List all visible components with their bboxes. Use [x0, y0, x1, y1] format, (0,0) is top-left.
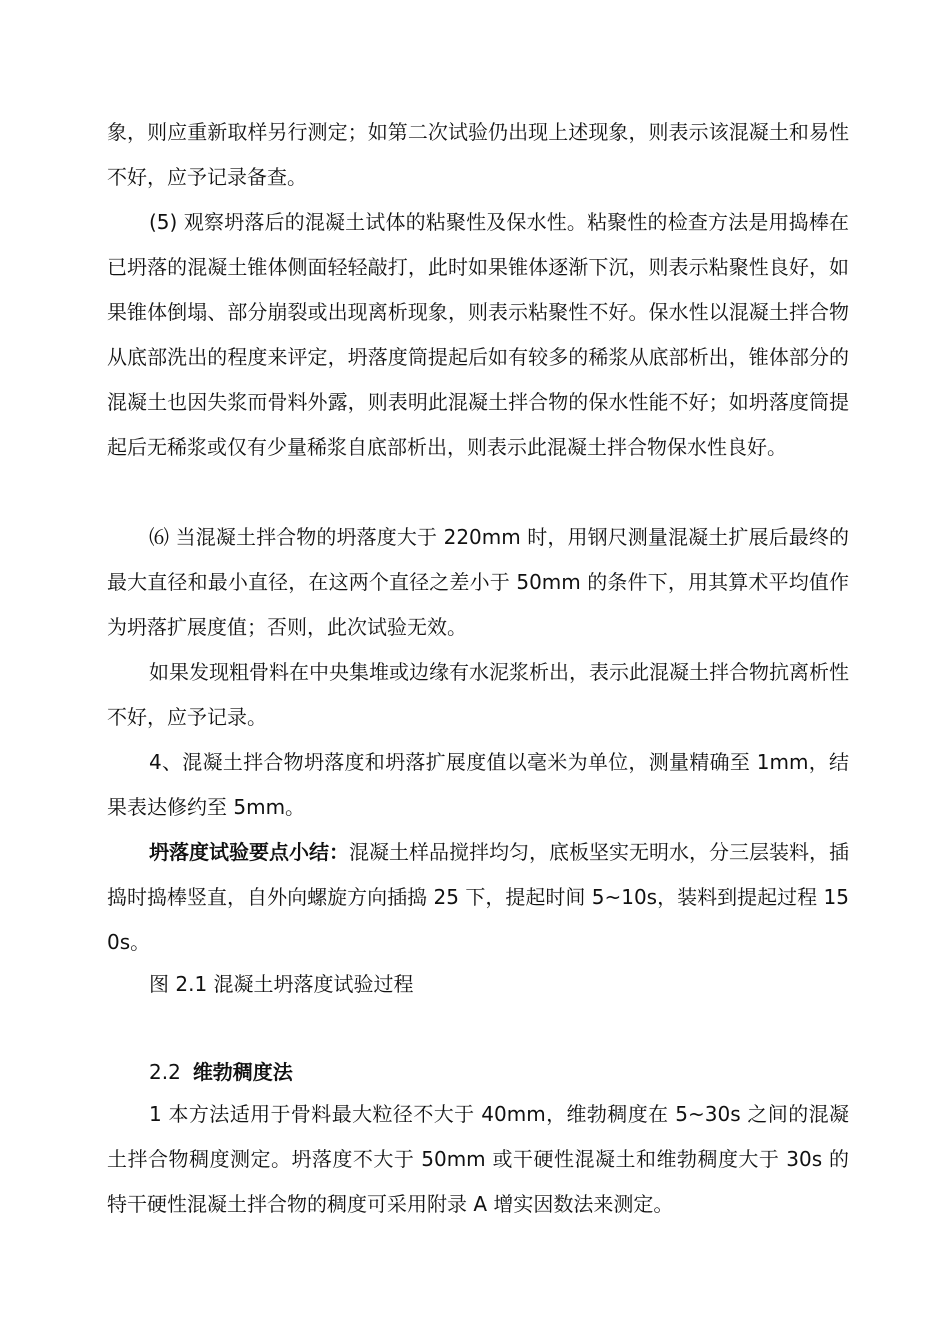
paragraph-vebe-scope: 1 本方法适用于骨料最大粒径不大于 40mm，维勃稠度在 5~30s 之间的混凝土拌合物稠度测定。坍落度不大于 50mm 或干硬性混凝土和维勃稠度大于 30s 的特干硬性混凝土拌合物的稠度可采用附录 A 增实因数法来测定。	[107, 1102, 849, 1216]
paragraph-summary	[107, 830, 849, 965]
figure-caption: 图 2.1 混凝土坍落度试验过程	[149, 972, 414, 996]
summary-text: 混凝土样品搅拌均匀，底板坚实无明水，分三层装料，插捣时捣棒竖直，自外向螺旋方向插捣 25 下，提起时间 5~10s，装料到提起过程 150s。	[107, 840, 849, 954]
section-title: 维勃稠度法	[192, 1060, 293, 1084]
section-number: 2.2	[149, 1060, 181, 1084]
section-heading	[149, 1050, 293, 1095]
paragraph-item-5: (5) 观察坍落后的混凝土试体的粘聚性及保水性。粘聚性的检查方法是用捣棒在已坍落的混凝土锥体侧面轻轻敲打，此时如果锥体逐渐下沉，则表示粘聚性良好，如果锥体倒塌、部分崩裂或出现离析现象，则表示粘聚性不好。保水性以混凝土拌合物从底部洗出的程度来评定，坍落度筒提起后如有较多的稀浆从底部析出，锥体部分的混凝土也因失浆而骨料外露，则表明此混凝土拌合物的保水性能不好；如坍落度筒提起后无稀浆或仅有少量稀浆自底部析出，则表示此混凝土拌合物保水性良好。	[107, 210, 849, 459]
summary-label: 坍落度试验要点小结：	[149, 840, 349, 864]
paragraph-segregation-note: 如果发现粗骨料在中央集堆或边缘有水泥浆析出，表示此混凝土拌合物抗离析性不好，应予记录。	[107, 660, 849, 729]
paragraph-item-6: ⑹ 当混凝土拌合物的坍落度大于 220mm 时，用钢尺测量混凝土扩展后最终的最大直径和最小直径，在这两个直径之差小于 50mm 的条件下，用其算术平均值作为坍落扩展度值；否则，此次试验无效。	[107, 525, 849, 639]
paragraph-item-4: 4、混凝土拌合物坍落度和坍落扩展度值以毫米为单位，测量精确至 1mm，结果表达修约至 5mm。	[107, 750, 849, 819]
paragraph-continuation: 象，则应重新取样另行测定；如第二次试验仍出现上述现象，则表示该混凝土和易性不好，应予记录备查。	[107, 120, 849, 189]
